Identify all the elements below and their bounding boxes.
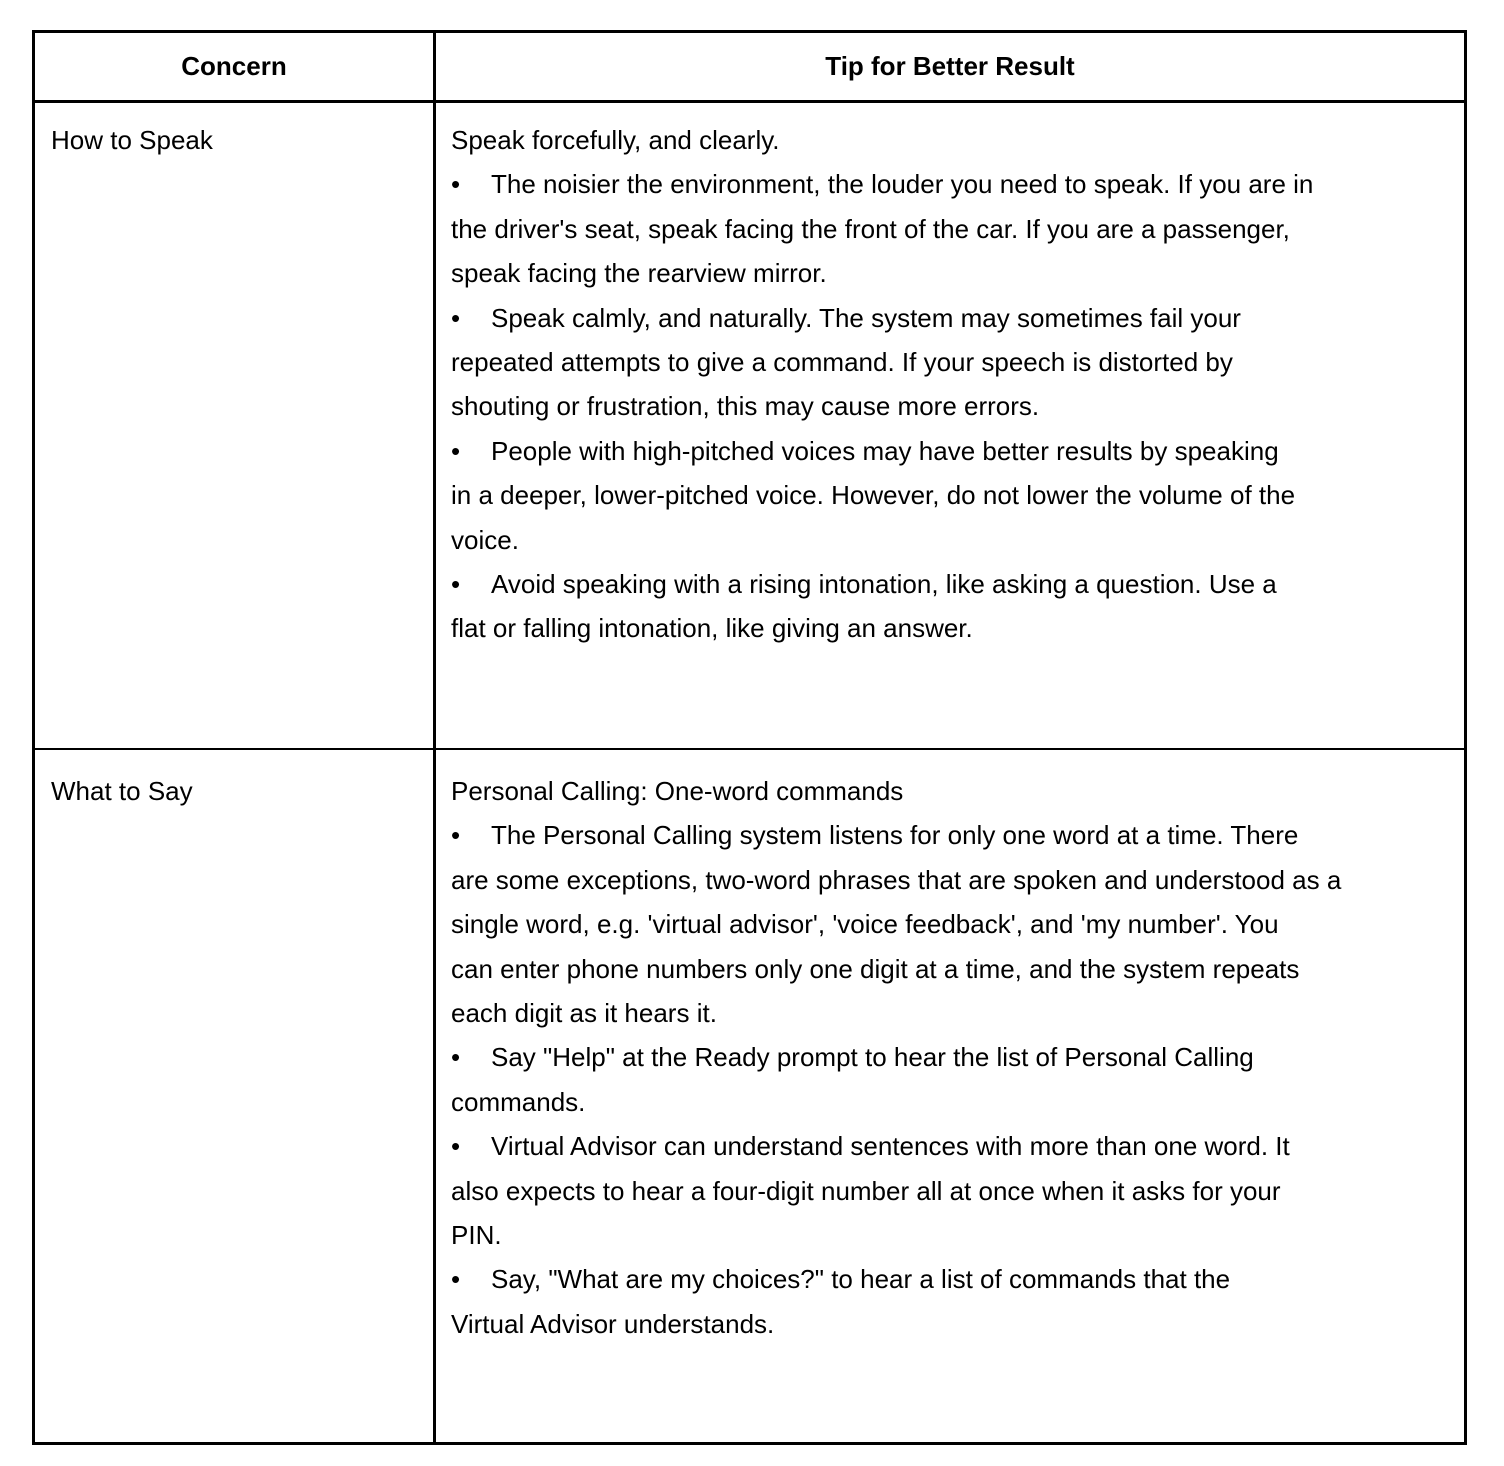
row-divider: [35, 748, 1464, 750]
bullet-text-line: each digit as it hears it.: [451, 998, 717, 1029]
bullet-text-line: also expects to hear a four-digit number all at once when it asks for your: [451, 1175, 1281, 1206]
bullet-icon: •: [451, 1131, 461, 1162]
bullet-text-line: flat or falling intonation, like giving an answer.: [451, 613, 973, 644]
tip-heading: Speak forcefully, and clearly.: [451, 125, 780, 155]
tip-bullet: [451, 1257, 1411, 1346]
bullet-text-line: repeated attempts to give a command. If your speech is distorted by: [451, 347, 1233, 378]
bullet-text-line: The Personal Calling system listens for only one word at a time. There: [491, 820, 1299, 851]
bullet-text-line: Say, "What are my choices?" to hear a list of commands that the: [491, 1264, 1231, 1295]
bullet-text-line: shouting or frustration, this may cause more errors.: [451, 391, 1040, 422]
bullet-text-line: Speak calmly, and naturally. The system may sometimes fail your: [491, 302, 1241, 333]
concern-cell-how-to-speak: How to Speak: [51, 125, 213, 155]
bullet-text-line: in a deeper, lower-pitched voice. However, do not lower the volume of the: [451, 480, 1296, 511]
header-concern: Concern: [181, 51, 287, 81]
bullet-text-line: speak facing the rearview mirror.: [451, 258, 827, 289]
bullet-text-line: are some exceptions, two-word phrases that are spoken and understood as a: [451, 864, 1342, 895]
bullet-text-line: single word, e.g. 'virtual advisor', 'voice feedback', and 'my number'. You: [451, 909, 1279, 940]
bullet-icon: •: [451, 569, 461, 600]
bullet-icon: •: [451, 1264, 461, 1295]
bullet-icon: •: [451, 435, 461, 466]
tips-table: [32, 30, 1467, 1445]
bullet-text-line: The noisier the environment, the louder you need to speak. If you are in: [491, 169, 1314, 200]
tip-cell-how-to-speak: [451, 118, 1411, 651]
table-header-row: [35, 33, 1464, 103]
bullet-text-line: PIN.: [451, 1220, 502, 1251]
bullet-icon: •: [451, 169, 461, 200]
tip-cell-what-to-say: [451, 769, 1411, 1346]
bullet-text-line: Virtual Advisor understands.: [451, 1308, 775, 1339]
tip-heading: Personal Calling: One-word commands: [451, 776, 904, 806]
column-divider: [433, 33, 436, 1442]
bullet-icon: •: [451, 820, 461, 851]
bullet-text-line: Virtual Advisor can understand sentences with more than one word. It: [491, 1131, 1290, 1162]
tip-bullet: [451, 296, 1411, 429]
bullet-text-line: can enter phone numbers only one digit at a time, and the system repeats: [451, 953, 1300, 984]
bullet-icon: •: [451, 1042, 461, 1073]
bullet-text-line: Say "Help" at the Ready prompt to hear the list of Personal Calling: [491, 1042, 1254, 1073]
tip-bullet: [451, 562, 1411, 651]
tip-bullet: [451, 813, 1411, 1035]
tip-bullet: [451, 1035, 1411, 1124]
concern-cell-what-to-say: What to Say: [51, 776, 193, 806]
tip-bullet: [451, 162, 1411, 295]
tip-bullet: [451, 1124, 1411, 1257]
bullet-text-line: commands.: [451, 1086, 586, 1117]
tip-bullet: [451, 429, 1411, 562]
bullet-text-line: Avoid speaking with a rising intonation, like asking a question. Use a: [491, 569, 1277, 600]
bullet-text-line: the driver's seat, speak facing the front of the car. If you are a passenger,: [451, 213, 1290, 244]
bullet-text-line: voice.: [451, 524, 519, 555]
bullet-text-line: People with high-pitched voices may have better results by speaking: [491, 435, 1279, 466]
bullet-icon: •: [451, 302, 461, 333]
header-tip: Tip for Better Result: [825, 51, 1075, 81]
